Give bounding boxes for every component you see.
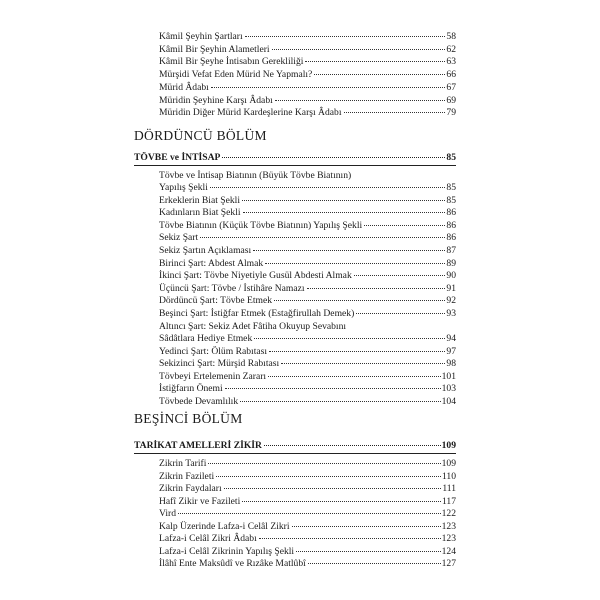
toc-entry-page: 63 [446, 56, 456, 68]
toc-entry-page: 69 [446, 94, 456, 106]
toc-entry-page: 90 [446, 270, 456, 282]
chapter-entry-zikir [134, 440, 456, 452]
toc-entry-title: Zikrin Fazileti [159, 470, 215, 482]
toc-entry-page: 103 [441, 383, 456, 395]
toc-entry-title: Dördüncü Şart: Tövbe Etmek [159, 295, 273, 307]
toc-entry-title: Zikrin Tarifi [159, 458, 207, 469]
leader-dots [211, 87, 446, 88]
toc-entry-page: 97 [446, 345, 456, 357]
leader-dots [242, 501, 441, 502]
toc-entry [159, 44, 456, 56]
leader-dots [264, 445, 441, 446]
toc-entry-title: İkinci Şart: Tövbe Niyetiyle Gusül Abdesti Almak [159, 270, 352, 282]
leader-dots [296, 551, 441, 552]
toc-entry [159, 270, 456, 282]
toc-entry [159, 195, 456, 207]
leader-dots [254, 338, 445, 339]
toc-entry [159, 232, 456, 244]
chapter-page: 109 [441, 440, 456, 451]
toc-entry-title: Sekiz Şartın Açıklaması [159, 245, 252, 256]
toc-entry-page: 127 [441, 558, 456, 569]
toc-entry [159, 283, 456, 295]
toc-entry [159, 308, 456, 320]
toc-entry-page: 66 [446, 69, 456, 81]
leader-dots [245, 36, 446, 37]
leader-dots [275, 100, 446, 101]
leader-dots [253, 250, 445, 251]
toc-entry-title: Lafza-i Celâl Zikri Âdabı [159, 533, 257, 544]
toc-entry-title: Tövbe Biatının (Küçük Tövbe Biatının) Yapılış Şekli [159, 219, 363, 231]
toc-entry-page: 79 [446, 107, 456, 119]
leader-dots [305, 61, 445, 62]
toc-entry [159, 521, 456, 533]
toc-entry-title: Lafza-i Celâl Zikrinin Yapılış Şekli [159, 545, 295, 557]
toc-entry-page: 123 [441, 520, 456, 532]
toc-entry [159, 458, 456, 470]
toc-entry-title: Tövbeyi Ertelemenin Zararı [159, 370, 267, 382]
leader-dots [356, 313, 445, 314]
leader-dots [354, 275, 446, 276]
toc-entry [159, 396, 456, 408]
toc-entry [159, 31, 456, 43]
toc-entry [159, 107, 456, 119]
leader-dots [281, 363, 445, 364]
toc-entry-page: 92 [446, 295, 456, 307]
toc-entry-title: Birinci Şart: Abdest Almak [159, 257, 264, 269]
toc-entry-page: 86 [446, 219, 456, 231]
toc-entry [159, 220, 456, 232]
toc-entry-page: 110 [441, 470, 456, 482]
chapter-page: 85 [446, 152, 456, 163]
toc-entry-title: Kâmil Bir Şeyhe İntisabın Gerekliliği [159, 56, 304, 68]
toc-entry-page: 87 [446, 245, 456, 256]
toc-entry [159, 346, 456, 358]
toc-entry-page: 67 [446, 81, 456, 93]
toc-entry-title: Hafî Zikir ve Fazileti [159, 495, 241, 507]
toc-entry-title: Zikrin Faydaları [159, 483, 222, 494]
toc-entry-page: 89 [446, 257, 456, 269]
toc-entry-title: Kâmil Bir Şeyhin Alametleri [159, 43, 270, 55]
toc-entry-page: 58 [446, 31, 456, 42]
toc-entry-title: Sekiz Şart [159, 232, 199, 244]
toc-entry-page: 93 [446, 308, 456, 319]
toc-entry-page: 91 [446, 282, 456, 294]
toc-entry [159, 182, 456, 194]
leader-dots [210, 187, 446, 188]
toc-entry [159, 383, 456, 395]
toc-entry-title: Kâmil Şeyhin Şartları [159, 31, 243, 42]
toc-entry-title: Yapılış Şekli [159, 182, 208, 193]
leader-dots [307, 288, 446, 289]
leader-dots [243, 212, 446, 213]
toc-entry [159, 471, 456, 483]
toc-entry [159, 245, 456, 257]
toc-entry-page: 109 [441, 458, 456, 469]
toc-entry [159, 508, 456, 520]
toc-entry-page: 122 [441, 508, 456, 519]
leader-dots [265, 263, 445, 264]
toc-entry-hang-2: Altıncı Şart: Sekiz Adet Fâtiha Okuyup Sevabını [159, 321, 347, 332]
leader-dots [272, 49, 446, 50]
chapter-title: TARİKAT AMELLERİ ZİKİR [134, 440, 262, 451]
leader-dots [269, 351, 445, 352]
chapter-entry-tovbe [134, 152, 456, 164]
toc-entry [159, 95, 456, 107]
toc-entry-page: 111 [442, 483, 456, 494]
leader-dots [178, 513, 441, 514]
toc-entry [159, 558, 456, 570]
toc-entry [159, 533, 456, 545]
toc-entry-page: 86 [446, 207, 456, 219]
leader-dots [216, 476, 441, 477]
leader-dots [274, 300, 445, 301]
leader-dots [292, 526, 441, 527]
section-heading-4: DÖRDÜNCÜ BÖLÜM [134, 128, 267, 143]
toc-entry-page: 104 [441, 396, 456, 407]
toc-entry [159, 82, 456, 94]
toc-entry [159, 333, 456, 345]
toc-entry-title: Kalp Üzerinde Lafza-i Celâl Zikri [159, 520, 290, 532]
toc-entry-page: 86 [446, 232, 456, 244]
leader-dots [240, 401, 440, 402]
toc-entry-title: Tövbede Devamlılık [159, 396, 239, 407]
toc-entry [159, 69, 456, 81]
toc-entry-title: Sekizinci Şart: Mürşid Rabıtası [159, 358, 280, 370]
toc-entry-title: Müridin Şeyhine Karşı Âdabı [159, 94, 273, 106]
toc-entry-title: İlâhî Ente Maksûdî ve Rızâke Matlûbî [159, 558, 306, 569]
toc-entry-title: Sâdâtlara Hediye Etmek [159, 333, 253, 344]
leader-dots [222, 157, 445, 158]
leader-dots [242, 200, 445, 201]
toc-entry-page: 94 [446, 333, 456, 344]
chapter-title: TÖVBE ve İNTİSAP [134, 152, 221, 163]
leader-dots [259, 538, 441, 539]
leader-dots [308, 563, 441, 564]
toc-entry-page: 85 [446, 194, 456, 206]
toc-entry [159, 258, 456, 270]
toc-entry [159, 358, 456, 370]
leader-dots [314, 74, 445, 75]
toc-entry [159, 371, 456, 383]
toc-entry-page: 117 [441, 495, 456, 507]
leader-dots [200, 237, 445, 238]
leader-dots [364, 225, 445, 226]
leader-dots [224, 488, 442, 489]
toc-entry-page: 85 [446, 182, 456, 193]
toc-entry-page: 123 [441, 533, 456, 544]
chapter-underline [134, 453, 456, 454]
chapter-underline [134, 165, 456, 166]
toc-entry-title: Erkeklerin Biat Şekli [159, 194, 240, 206]
leader-dots [208, 463, 440, 464]
toc-entry-page: 124 [441, 545, 456, 557]
toc-entry-page: 101 [441, 370, 456, 382]
leader-dots [225, 388, 441, 389]
toc-entry [159, 546, 456, 558]
toc-entry-title: Vird [159, 508, 177, 519]
toc-entry-title: Mürşidi Vefat Eden Mürid Ne Yapmalı? [159, 69, 313, 81]
toc-entry [159, 56, 456, 68]
section-heading-5: BEŞİNCİ BÖLÜM [134, 411, 243, 426]
toc-entry [159, 295, 456, 307]
toc-entry [159, 207, 456, 219]
toc-entry-title: Yedinci Şart: Ölüm Rabıtası [159, 345, 268, 357]
leader-dots [344, 112, 446, 113]
toc-entry-title: Müridin Diğer Mürid Kardeşlerine Karşı Âdabı [159, 107, 342, 119]
toc-entry-page: 98 [446, 358, 456, 370]
toc-entry [159, 483, 456, 495]
toc-entry-title: İstiğfarın Önemi [159, 383, 223, 395]
toc-entry-hang: Tövbe ve İntisap Biatının (Büyük Tövbe Biatının) [159, 170, 352, 181]
toc-entry [159, 496, 456, 508]
toc-entry-title: Üçüncü Şart: Tövbe / İstihâre Namazı [159, 282, 305, 294]
toc-entry-title: Beşinci Şart: İstiğfar Etmek (Estağfirullah Demek) [159, 308, 355, 319]
toc-entry-title: Kadınların Biat Şekli [159, 207, 241, 219]
toc-entry-title: Mürid Âdabı [159, 81, 209, 93]
leader-dots [268, 376, 441, 377]
toc-entry-page: 62 [446, 43, 456, 55]
